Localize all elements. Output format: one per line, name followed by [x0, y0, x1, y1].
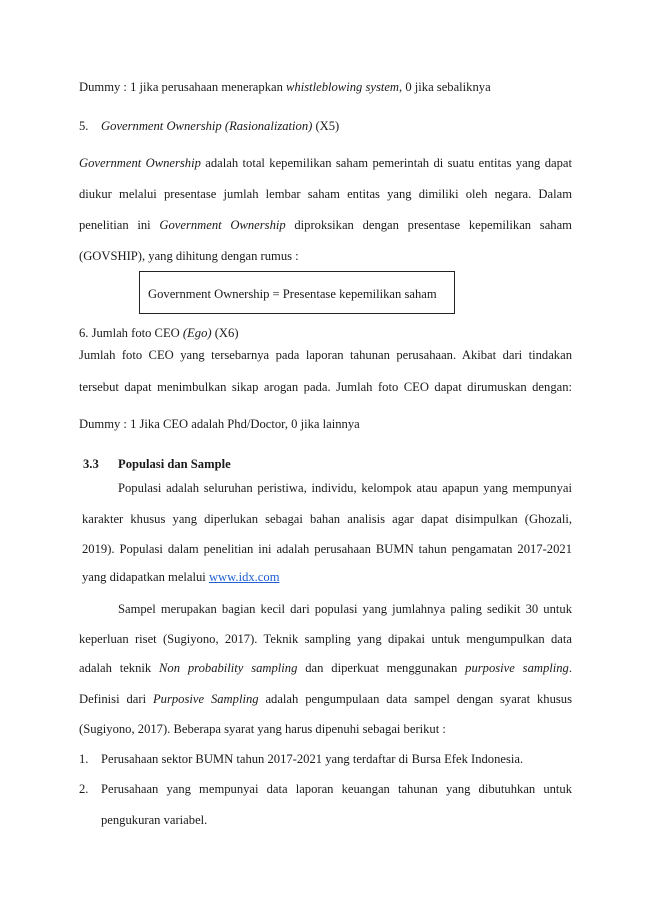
paragraph-line: karakter khusus yang diperlukan sebagai bahan analisis agar dapat disimpulkan (Ghozali, [82, 512, 572, 526]
italic-term: whistleblowing system [286, 80, 400, 94]
paragraph-line: 2019). Populasi dalam penelitian ini adalah perusahaan BUMN tahun pengamatan 2017-2021 [82, 542, 572, 556]
text-segment: adalah teknik [79, 661, 160, 675]
italic-term: purposive sampling [465, 661, 569, 675]
text-segment: adalah pengumpulaan data sampel dengan syarat khusus [258, 692, 573, 706]
paragraph-line: keperluan riset (Sugiyono, 2017). Teknik sampling yang dipakai untuk mengumpulkan data [79, 632, 572, 646]
text-segment: dan diperkuat menggunakan [297, 661, 466, 675]
dummy-x6-line: Dummy : 1 Jika CEO adalah Phd/Doctor, 0 jika lainnya [79, 417, 360, 431]
text-segment: Dummy : 1 jika perusahaan menerapkan [79, 80, 287, 94]
italic-term: Government Ownership [159, 218, 286, 232]
paragraph-line: Sampel merupakan bagian kecil dari populasi yang jumlahnya paling sedikit 30 untuk [118, 602, 572, 616]
italic-term: Government Ownership [79, 156, 201, 170]
paragraph-line: (Sugiyono, 2017). Beberapa syarat yang harus dipenuhi sebagai berikut : [79, 722, 446, 736]
paragraph-line: Jumlah foto CEO yang tersebarnya pada laporan tahunan perusahaan. Akibat dari tindakan [79, 348, 572, 362]
paragraph-line: (GOVSHIP), yang dihitung dengan rumus : [79, 249, 299, 263]
paragraph-line: diukur melalui presentase jumlah lembar saham entitas yang dimiliki oleh negara. Dalam [79, 187, 572, 201]
italic-term: Government Ownership (Rasionalization) [101, 119, 313, 133]
text-segment: (X5) [312, 119, 340, 133]
italic-term: Non probability sampling [159, 661, 298, 675]
text-segment: , 0 jika sebaliknya [399, 80, 491, 94]
list-number: 2. [79, 782, 89, 796]
section-title: Populasi dan Sample [118, 457, 231, 471]
paragraph-line [79, 217, 572, 233]
paragraph-line: Populasi adalah seluruhan peristiwa, individu, kelompok atau apapun yang mempunyai [118, 481, 572, 495]
item-6-heading [79, 325, 572, 341]
text-segment: yang didapatkan melalui [82, 570, 209, 584]
italic-term: (Ego) [182, 326, 212, 340]
text-segment: penelitian ini [79, 218, 160, 232]
dummy-x4-line [79, 79, 572, 95]
text-segment: adalah total kepemilikan saham pemerintah di suatu entitas yang dapat [200, 156, 572, 170]
paragraph-line [79, 660, 572, 676]
list-text: Perusahaan sektor BUMN tahun 2017-2021 yang terdaftar di Bursa Efek Indonesia. [101, 752, 524, 766]
idx-link[interactable]: www.idx.com [208, 570, 280, 584]
text-segment: (X6) [211, 326, 239, 340]
text-segment: diproksikan dengan presentase kepemilikan saham [285, 218, 572, 232]
paragraph-line [82, 569, 575, 585]
section-heading [83, 456, 576, 472]
list-item [79, 751, 572, 767]
section-number: 3.3 [83, 457, 99, 471]
italic-term: Purposive Sampling [152, 692, 259, 706]
text-segment: Definisi dari [79, 692, 153, 706]
item-number: 5. [79, 119, 89, 133]
text-segment: 6. Jumlah foto CEO [79, 326, 183, 340]
paragraph-line: tersebut dapat menimbulkan sikap arogan pada. Jumlah foto CEO dapat dirumuskan dengan: [79, 380, 572, 394]
list-number: 1. [79, 752, 89, 766]
paragraph-line [79, 155, 572, 171]
formula-text: Government Ownership = Presentase kepemilikan saham [148, 287, 437, 301]
list-text: pengukuran variabel. [101, 813, 208, 827]
text-segment: . [568, 661, 573, 675]
paragraph-line [79, 691, 572, 707]
item-5-heading [79, 118, 572, 134]
list-text: Perusahaan yang mempunyai data laporan keuangan tahunan yang dibutuhkan untuk [101, 782, 572, 796]
